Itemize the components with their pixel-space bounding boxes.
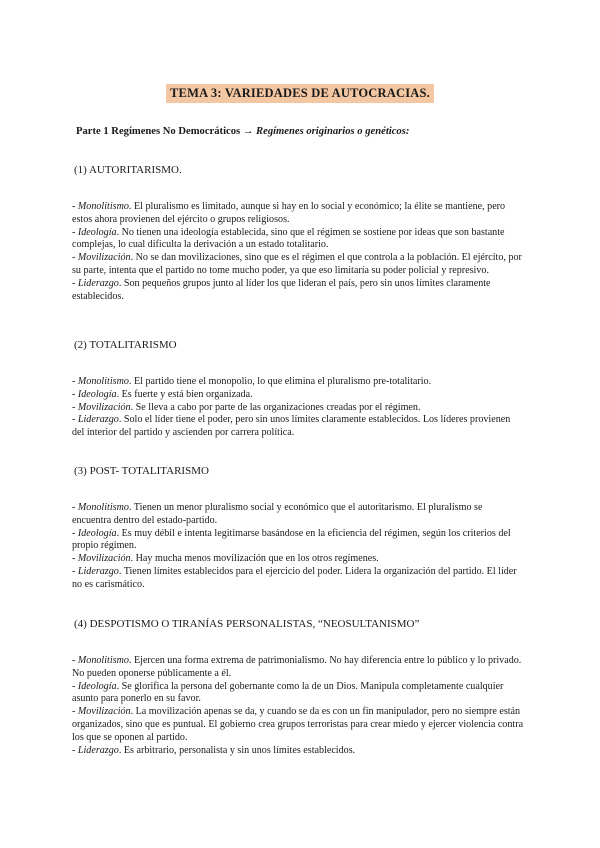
title-wrap bbox=[0, 84, 600, 103]
bullet-label: - Ideología bbox=[72, 527, 117, 539]
bullet-text: . Ejercen una forma extrema de patrimonialismo. No hay diferencia entre lo público y lo privado. No pueden oponerse públicamente a él. bbox=[72, 655, 522, 679]
bullet-label: - Liderazgo bbox=[72, 744, 119, 756]
bullet-label: - Ideología bbox=[72, 226, 117, 238]
bullet-text: . Tienen límites establecidos para el ejercicio del poder. Lidera la organización del partido. El líder no es carismático. bbox=[72, 565, 517, 590]
bullet-label: - Movilización bbox=[72, 553, 131, 565]
bullet-item bbox=[72, 376, 524, 389]
subtitle-bold: Parte 1 Regímenes No Democráticos → bbox=[76, 126, 257, 137]
bullet-item bbox=[72, 414, 524, 440]
bullet-text: . Es fuerte y está bien organizada. bbox=[116, 388, 253, 400]
bullet-text: . Se glorifica la persona del gobernante como la de un Dios. Manipula completamente cualquier asunto para ponerlo en su favor. bbox=[72, 680, 504, 705]
section-heading: (4) DESPOTISMO O TIRANÍAS PERSONALISTAS, “NEOSULTANISMO” bbox=[74, 618, 420, 630]
bullet-label: - Liderazgo bbox=[72, 277, 119, 289]
bullet-item bbox=[72, 553, 524, 566]
bullet-text: . Se lleva a cabo por parte de las organizaciones creadas por el régimen. bbox=[130, 401, 421, 413]
section-body bbox=[72, 502, 524, 592]
section-body bbox=[72, 655, 524, 757]
bullet-text: . No tienen una ideología establecida, sino que el régimen se sostiene por ideas que son bastante complejas, lo cual dificulta la derivación a un estado totalitario. bbox=[72, 226, 505, 251]
document-title: TEMA 3: VARIEDADES DE AUTOCRACIAS. bbox=[166, 84, 434, 103]
bullet-text: . El partido tiene el monopolio, lo que elimina el pluralismo pre-totalitario. bbox=[128, 376, 432, 387]
bullet-item bbox=[72, 681, 524, 707]
bullet-label: - Movilización bbox=[72, 401, 131, 413]
bullet-text: . Es arbitrario, personalista y sin unos límites establecidos. bbox=[118, 744, 356, 756]
bullet-label: - Liderazgo bbox=[72, 414, 119, 426]
bullet-text: . No se dan movilizaciones, sino que es el régimen el que controla a la población. El ejército, por su parte, intenta que el partido no tome mucho poder, ya que eso limitaría su poder policial y represivo. bbox=[72, 252, 522, 276]
bullet-text: . La movilización apenas se da, y cuando se da es con un fin manipulador, pero no siempre están organizados, sino que es puntual. El gobierno crea grupos terroristas para crear miedo y ejercer violencia contra los que se oponen al partido. bbox=[72, 706, 524, 743]
bullet-text: . Es muy débil e intenta legitimarse basándose en la eficiencia del régimen, según los criterios del propio régimen. bbox=[72, 527, 511, 552]
bullet-label: - Monolitismo bbox=[72, 655, 129, 666]
section-heading: (2) TOTALITARISMO bbox=[74, 339, 177, 351]
section-heading: (3) POST- TOTALITARISMO bbox=[74, 465, 209, 477]
bullet-item bbox=[72, 566, 524, 592]
bullet-item bbox=[72, 502, 524, 528]
bullet-item bbox=[72, 528, 524, 554]
bullet-label: - Ideología bbox=[72, 680, 117, 692]
bullet-label: - Monolitismo bbox=[72, 201, 129, 212]
bullet-text: . El pluralismo es limitado, aunque si hay en lo social y económico; la élite se mantiene, pero estos ahora provienen del ejército o grupos religiosos. bbox=[72, 201, 506, 225]
bullet-item bbox=[72, 655, 524, 681]
bullet-item bbox=[72, 278, 524, 304]
bullet-item bbox=[72, 201, 524, 227]
bullet-label: - Monolitismo bbox=[72, 376, 129, 387]
bullet-label: - Ideología bbox=[72, 388, 117, 400]
bullet-item bbox=[72, 402, 524, 415]
bullet-text: . Tienen un menor pluralismo social y económico que el autoritarismo. El pluralismo se encuentra dentro del estado-partido. bbox=[72, 502, 483, 526]
bullet-item bbox=[72, 389, 524, 402]
subtitle-italic: Regímenes originarios o genéticos: bbox=[256, 126, 410, 137]
section-body bbox=[72, 201, 524, 303]
bullet-item bbox=[72, 745, 524, 758]
bullet-item bbox=[72, 227, 524, 253]
bullet-text: . Solo el líder tiene el poder, pero sin unos límites claramente establecidos. Los líderes provienen del interior del partido y ascienden por carrera política. bbox=[72, 414, 511, 439]
bullet-label: - Movilización bbox=[72, 252, 131, 264]
section-body bbox=[72, 376, 524, 440]
bullet-item bbox=[72, 706, 524, 744]
bullet-text: . Hay mucha menos movilización que en los otros regímenes. bbox=[130, 553, 379, 565]
bullet-label: - Monolitismo bbox=[72, 502, 129, 513]
bullet-text: . Son pequeños grupos junto al líder los que lideran el país, pero sin unos límites claramente establecidos. bbox=[72, 277, 491, 302]
bullet-label: - Movilización bbox=[72, 706, 131, 718]
bullet-item bbox=[72, 252, 524, 278]
document-subtitle bbox=[76, 126, 409, 137]
bullet-label: - Liderazgo bbox=[72, 565, 119, 577]
section-heading: (1) AUTORITARISMO. bbox=[74, 164, 182, 176]
